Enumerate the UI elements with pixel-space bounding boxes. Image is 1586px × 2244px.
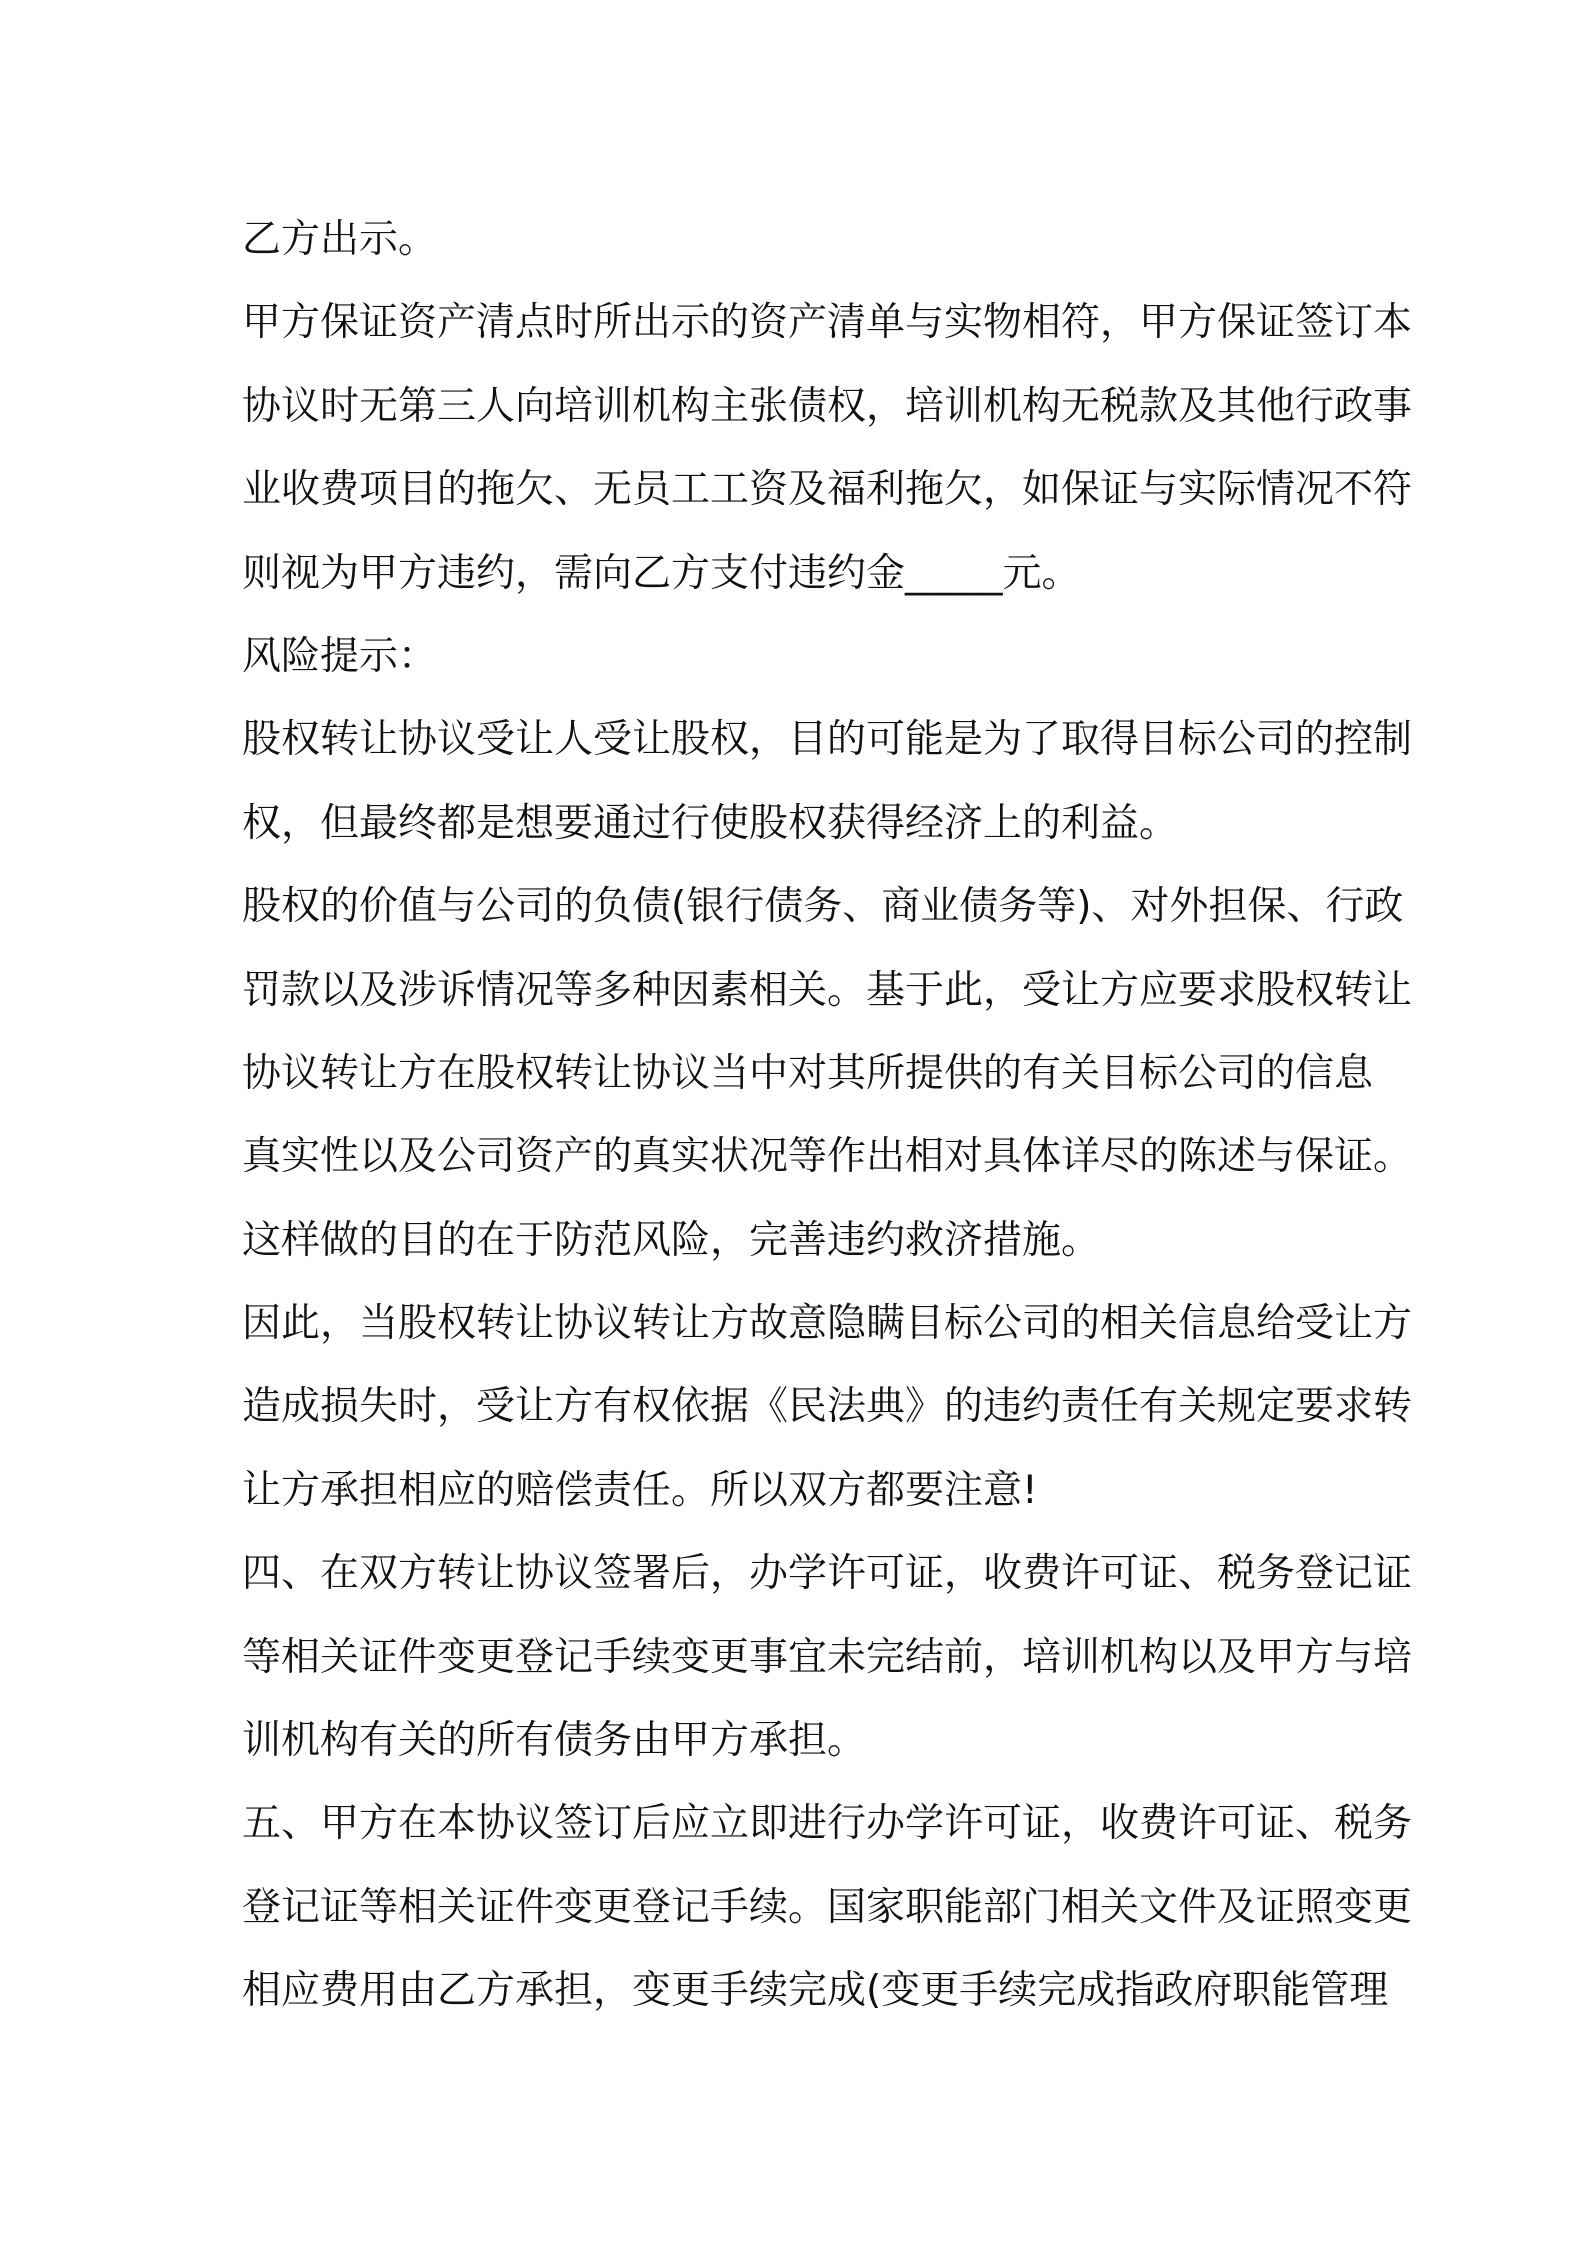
text-line: 甲方保证资产清点时所出示的资产清单与实物相符，甲方保证签订本 [242,300,1413,346]
text-line: 股权转让协议受让人受让股权，目的可能是为了取得目标公司的控制 [242,717,1413,763]
text-line: 登记证等相关证件变更登记手续。国家职能部门相关文件及证照变更 [242,1884,1413,1930]
text-line: 五、甲方在本协议签订后应立即进行办学许可证，收费许可证、税务 [242,1801,1413,1847]
text-line: 四、在双方转让协议签署后，办学许可证，收费许可证、税务登记证 [242,1551,1413,1597]
text-line: 因此，当股权转让协议转让方故意隐瞒目标公司的相关信息给受让方 [242,1301,1413,1347]
text-line: 罚款以及涉诉情况等多种因素相关。基于此，受让方应要求股权转让 [242,967,1413,1013]
text-line: 协议转让方在股权转让协议当中对其所提供的有关目标公司的信息 [242,1050,1374,1096]
text-line: 训机构有关的所有债务由甲方承担。 [242,1718,867,1764]
section-heading: 风险提示： [242,633,438,679]
text-line: 业收费项目的拖欠、无员工工资及福利拖欠，如保证与实际情况不符 [242,467,1413,513]
text-line: 权，但最终都是想要通过行使股权获得经济上的利益。 [242,800,1179,846]
text-line: 等相关证件变更登记手续变更事宜未完结前，培训机构以及甲方与培 [242,1634,1413,1680]
text-line: 协议时无第三人向培训机构主张债权，培训机构无税款及其他行政事 [242,383,1413,429]
document-body [242,198,1413,2033]
text-line: 造成损失时，受让方有权依据《民法典》的违约责任有关规定要求转 [242,1384,1413,1430]
text-line: 让方承担相应的赔偿责任。所以双方都要注意! [242,1467,1038,1513]
text-line: 这样做的目的在于防范风险，完善违约救济措施。 [242,1217,1101,1263]
text-line: 真实性以及公司资产的真实状况等作出相对具体详尽的陈述与保证。 [242,1134,1413,1180]
text-line: 相应费用由乙方承担，变更手续完成(变更手续完成指政府职能管理 [242,1968,1389,2014]
text-line: 则视为甲方违约，需向乙方支付违约金_____元。 [242,550,1081,596]
text-line: 股权的价值与公司的负债(银行债务、商业债务等)、对外担保、行政 [242,884,1404,930]
text-line: 乙方出示。 [242,217,438,262]
